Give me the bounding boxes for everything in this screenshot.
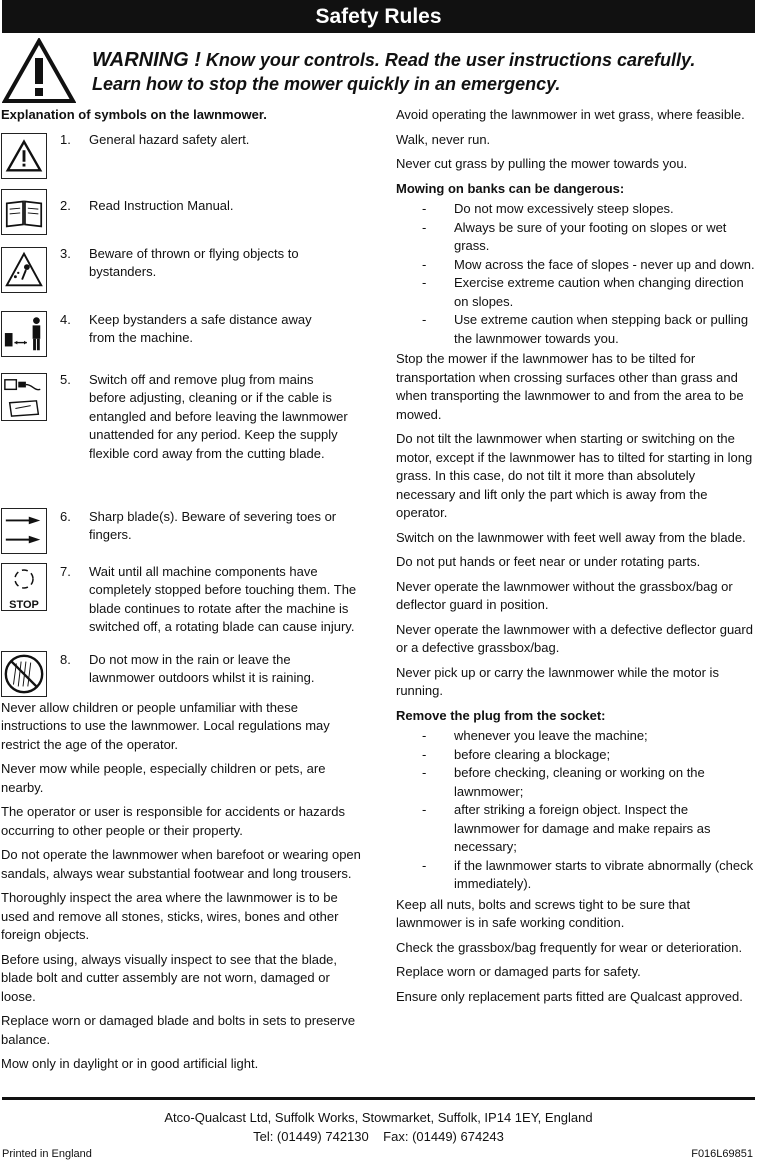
list-item-text: before checking, cleaning or working on the lawnmower;: [454, 765, 705, 799]
warning-line-2: Learn how to stop the mower quickly in an emergency.: [92, 74, 561, 94]
symbol-item: [1, 371, 363, 508]
list-item-text: Always be sure of your footing on slopes or wet grass.: [454, 219, 727, 253]
plug-heading: Remove the plug from the socket:: [396, 707, 606, 723]
list-item: - after striking a foreign object. Inspect the lawnmower for damage and make repairs as necessary;: [422, 801, 756, 857]
symbol-number: 5.: [60, 371, 71, 387]
symbol-item: [1, 245, 363, 311]
right-column: [396, 106, 756, 1012]
list-item: - Use extreme caution when stepping back or pulling the lawnmower towards you.: [422, 311, 756, 348]
footer-divider: [2, 1097, 755, 1100]
rule-paragraph: Replace worn or damaged parts for safety.: [396, 964, 641, 979]
document-code: F016L69851: [691, 1148, 753, 1160]
warning-line-1: Know your controls. Read the user instructions carefully.: [205, 50, 696, 70]
banks-heading: Mowing on banks can be dangerous:: [396, 180, 625, 196]
symbol-number: 3.: [60, 245, 71, 261]
rule-paragraph: Thoroughly inspect the area where the lawnmower is to be used and remove all stones, sticks, wires, bones and other foreign objects.: [1, 890, 339, 942]
symbol-text: Keep bystanders a safe distance away from the machine.: [89, 311, 312, 345]
rule-paragraph: Never mow while people, especially children or pets, are nearby.: [1, 761, 326, 795]
no-rain-icon: [1, 651, 47, 697]
rule-paragraph: Do not tilt the lawnmower when starting or switching on the motor, except if the lawnmower has to tilted for starting in long grass. In this case, do not tilt it more than absolutely necessary and lift only the part which is away from the operator.: [396, 431, 753, 520]
list-item-text: after striking a foreign object. Inspect the lawnmower for damage and make repairs as necessary;: [454, 802, 711, 854]
list-item-text: Use extreme caution when stepping back or pulling the lawnmower towards you.: [454, 312, 749, 346]
symbol-item: [1, 311, 363, 371]
list-item-text: Do not mow excessively steep slopes.: [454, 201, 674, 216]
bystander-distance-icon: [1, 311, 47, 357]
symbol-text: Switch off and remove plug from mains before adjusting, cleaning or if the cable is entangled and before leaving the lawnmower unattended for any period. Keep the supply flexible cord away from the cutting blade.: [89, 371, 348, 461]
list-item-text: Mow across the face of slopes - never up and down.: [454, 256, 755, 272]
list-item-text: if the lawnmower starts to vibrate abnormally (check immediately).: [454, 857, 754, 891]
company-address: Atco-Qualcast Ltd, Suffolk Works, Stowmarket, Suffolk, IP14 1EY, England: [164, 1110, 593, 1125]
rule-paragraph: Do not put hands or feet near or under rotating parts.: [396, 554, 701, 569]
rule-paragraph: Never operate the lawnmower with a defective deflector guard or a defective grassbox/bag.: [396, 621, 753, 655]
rotation-arrows-icon: [2, 564, 46, 594]
symbol-item: [1, 651, 363, 699]
symbol-text: Read Instruction Manual.: [89, 197, 234, 213]
symbol-item: [1, 131, 363, 191]
list-item-text: whenever you leave the machine;: [454, 728, 648, 743]
symbol-number: 8.: [60, 651, 71, 667]
symbol-text: Beware of thrown or flying objects to bystanders.: [89, 245, 299, 279]
rule-paragraph: Never cut grass by pulling the mower towards you.: [396, 156, 688, 171]
rule-paragraph: Replace worn or damaged blade and bolts in sets to preserve balance.: [1, 1013, 356, 1047]
rule-paragraph: Avoid operating the lawnmower in wet grass, where feasible.: [396, 107, 745, 122]
symbol-text: Wait until all machine components have completely stopped before touching them. The blade continues to rotate after the machine is switched off, a rotating blade can cause injury.: [89, 563, 357, 634]
rule-paragraph: Before using, always visually inspect to see that the blade, blade bolt and cutter assembly are not worn, damaged or loose.: [1, 951, 338, 1004]
warning-statement: [92, 48, 752, 96]
list-item: - before clearing a blockage;: [422, 746, 756, 765]
unplug-icon: [1, 373, 47, 421]
rule-paragraph: The operator or user is responsible for accidents or hazards occurring to other people or their property.: [1, 804, 345, 838]
left-column: [1, 106, 363, 1080]
rule-paragraph: Ensure only replacement parts fitted are Qualcast approved.: [396, 988, 743, 1004]
rule-paragraph: Do not operate the lawnmower when barefoot or wearing open sandals, always wear substantial footwear and long trousers.: [1, 847, 361, 881]
symbols-heading: Explanation of symbols on the lawnmower.: [1, 107, 267, 122]
symbol-number: 6.: [60, 508, 71, 524]
list-item: - whenever you leave the machine;: [422, 727, 756, 746]
manual-icon: [1, 189, 47, 235]
rule-paragraph: Never allow children or people unfamiliar with these instructions to use the lawnmower. Local regulations may restrict the age of the operator.: [1, 699, 330, 752]
list-item: - Exercise extreme caution when changing direction on slopes.: [422, 274, 756, 311]
stop-rotating-icon: [1, 563, 47, 611]
stop-label: STOP: [9, 599, 39, 611]
symbol-text: General hazard safety alert.: [89, 131, 250, 147]
rule-paragraph: Never operate the lawnmower without the grassbox/bag or deflector guard in position.: [396, 578, 733, 612]
hazard-alert-icon: [1, 133, 47, 179]
rule-paragraph: Stop the mower if the lawnmower has to be tilted for transportation when crossing surfaces other than grass and when transporting the lawnmower to and from the area to be mowed.: [396, 351, 744, 422]
rule-paragraph: Mow only in daylight or in good artificial light.: [1, 1056, 259, 1071]
warning-lead: WARNING !: [92, 49, 201, 71]
symbol-item: [1, 508, 363, 563]
footer-address-block: [0, 1108, 757, 1146]
company-phone: Tel: (01449) 742130 Fax: (01449) 674243: [253, 1129, 504, 1144]
list-item-text: Exercise extreme caution when changing direction on slopes.: [454, 275, 744, 309]
symbol-text: Do not mow in the rain or leave the lawnmower outdoors whilst it is raining.: [89, 651, 315, 685]
list-item: - Always be sure of your footing on slopes or wet grass.: [422, 219, 756, 256]
sharp-blade-icon: [1, 508, 47, 554]
rule-paragraph: Check the grassbox/bag frequently for wear or deterioration.: [396, 939, 743, 955]
list-item: - Do not mow excessively steep slopes.: [422, 200, 756, 219]
symbol-number: 7.: [60, 563, 71, 579]
symbol-number: 2.: [60, 197, 71, 213]
rule-paragraph: Keep all nuts, bolts and screws tight to be sure that lawnmower is in safe working condition.: [396, 896, 691, 930]
symbol-item: [1, 191, 363, 251]
list-item-text: before clearing a blockage;: [454, 746, 611, 762]
rule-paragraph: Walk, never run.: [396, 131, 491, 147]
list-item: - if the lawnmower starts to vibrate abnormally (check immediately).: [422, 857, 756, 894]
printed-in: Printed in England: [2, 1148, 92, 1160]
symbol-item: [1, 563, 363, 657]
symbol-text: Sharp blade(s). Beware of severing toes or fingers.: [89, 508, 337, 542]
warning-triangle-icon: [2, 38, 76, 104]
list-item: - Mow across the face of slopes - never up and down.: [422, 256, 756, 275]
rule-paragraph: Switch on the lawnmower with feet well away from the blade.: [396, 529, 746, 545]
symbol-number: 1.: [60, 131, 71, 147]
rule-paragraph: Never pick up or carry the lawnmower while the motor is running.: [396, 664, 719, 698]
thrown-objects-icon: [1, 247, 47, 293]
list-item: - before checking, cleaning or working on the lawnmower;: [422, 764, 756, 801]
symbol-number: 4.: [60, 311, 71, 327]
page-title: Safety Rules: [2, 0, 755, 33]
